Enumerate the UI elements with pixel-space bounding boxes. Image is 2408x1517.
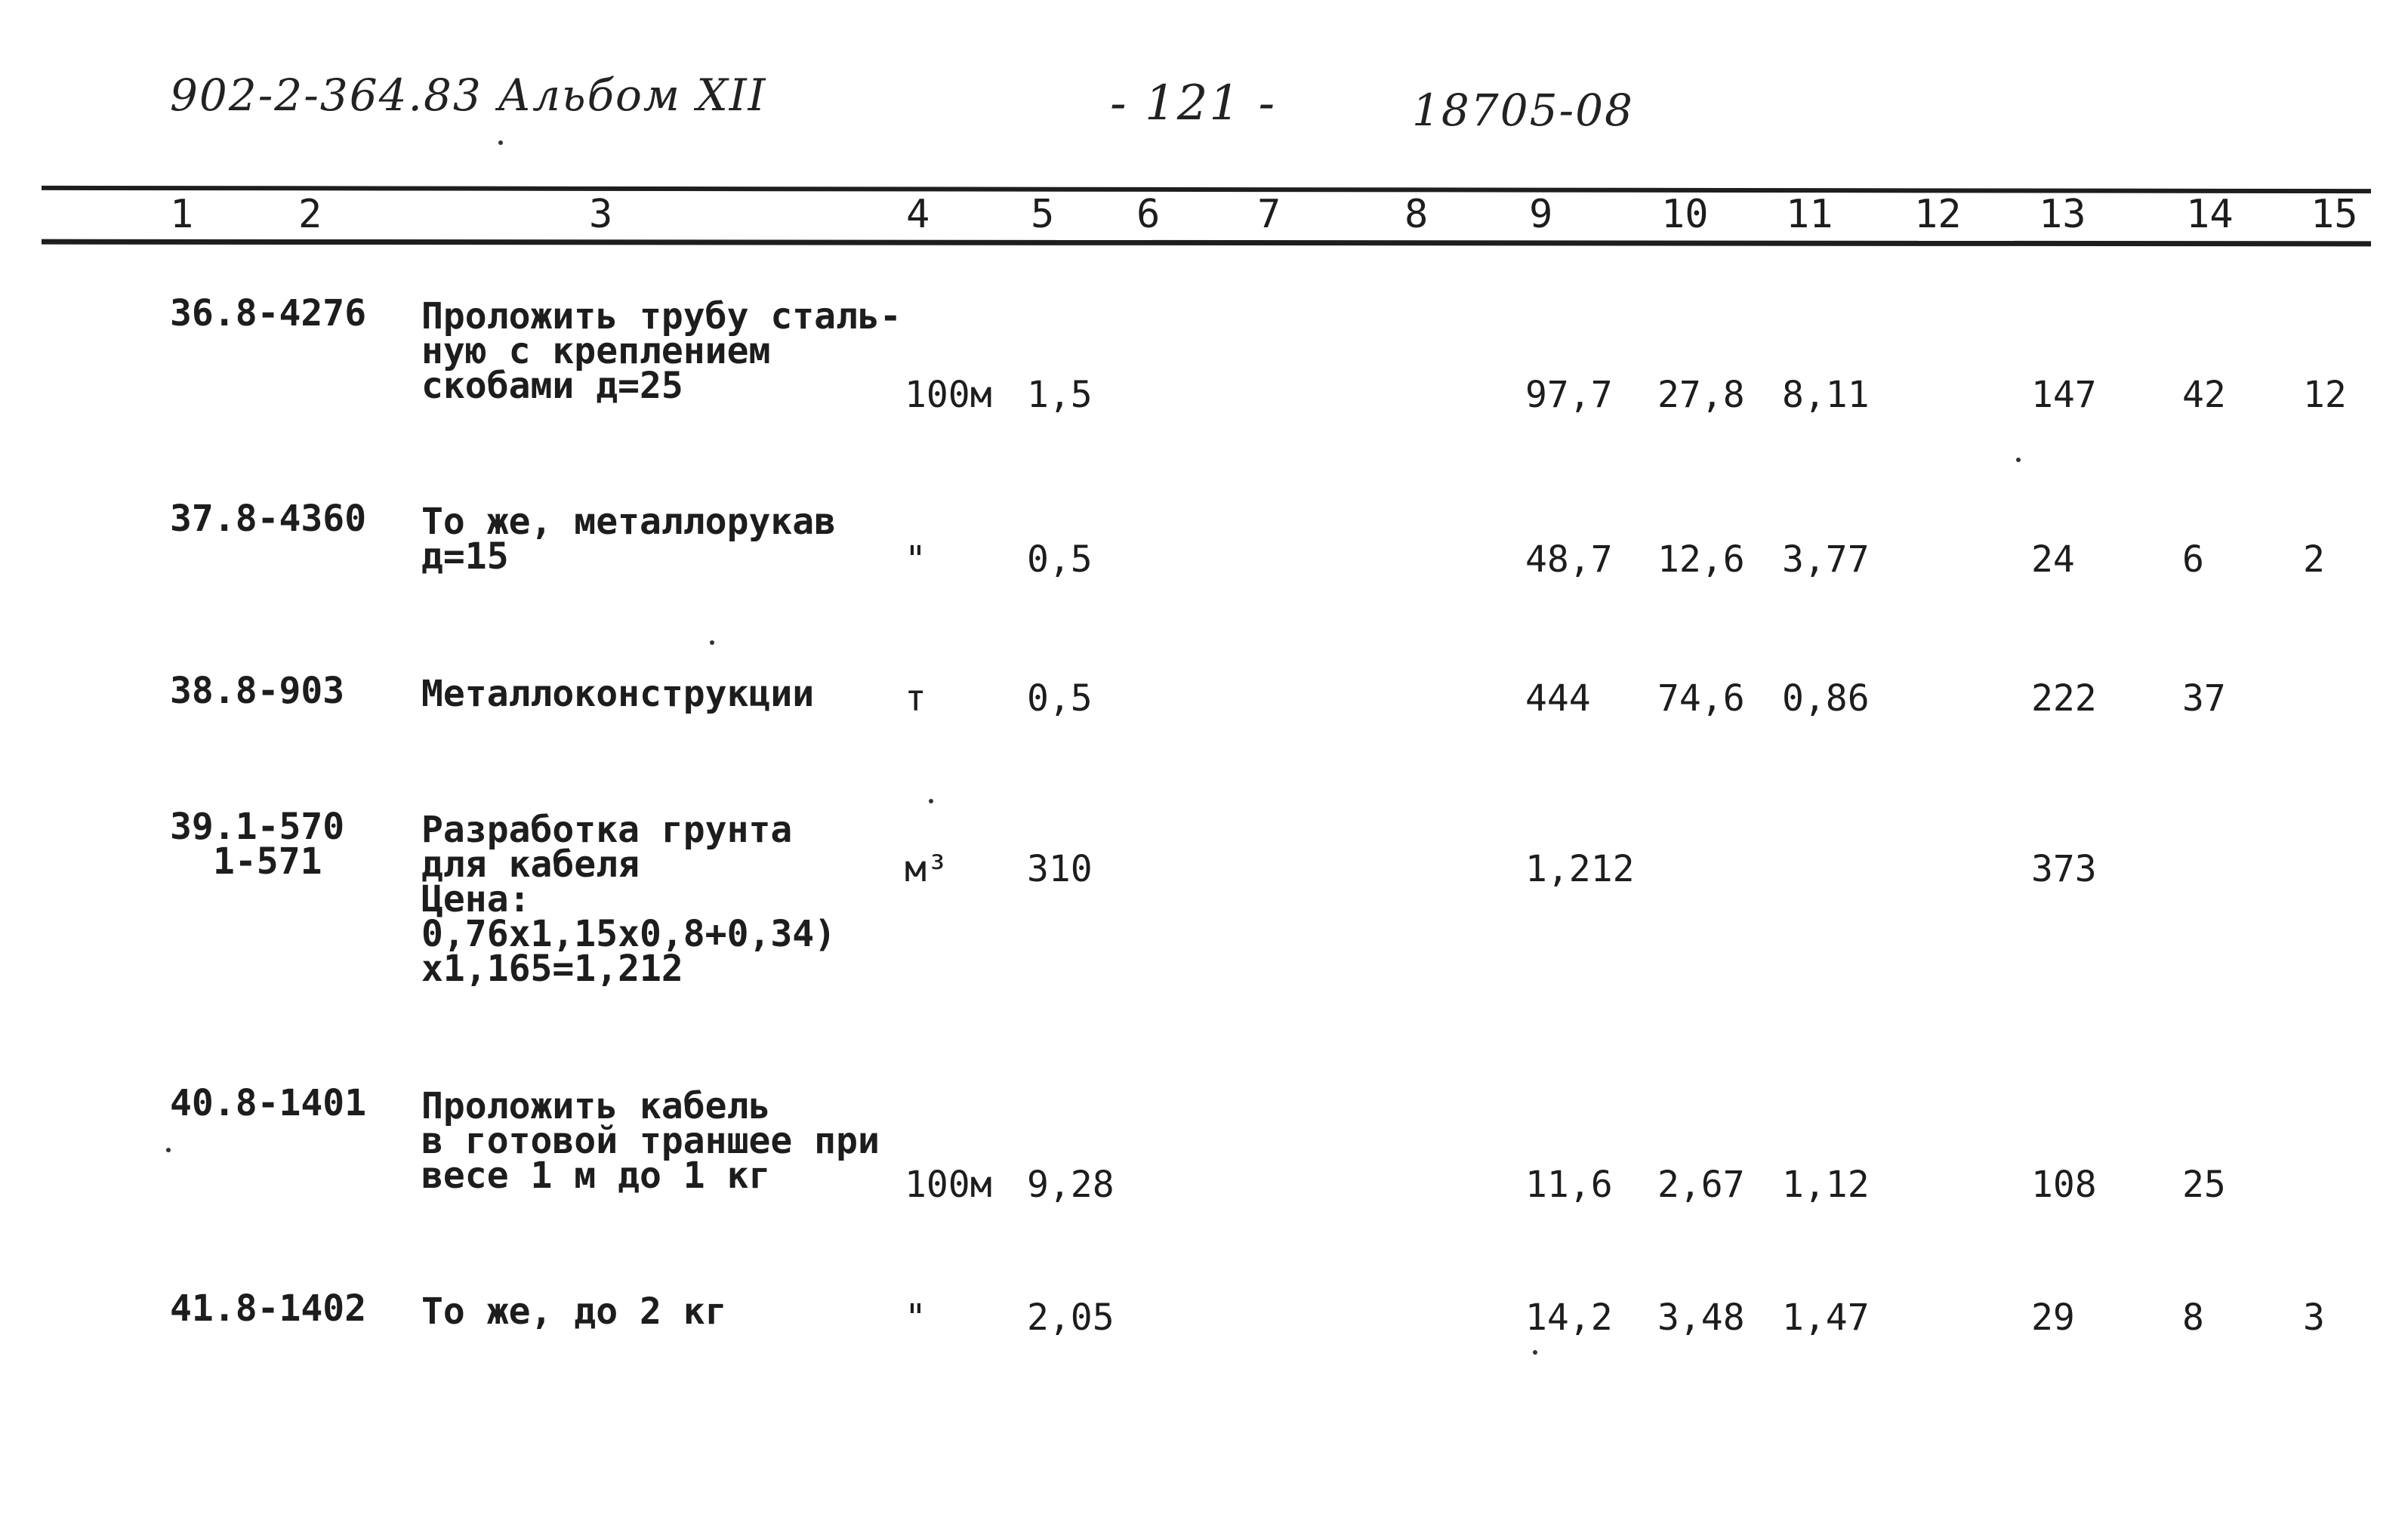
row-description-line: Проложить трубу сталь-: [421, 295, 902, 338]
row-code: 40.8-1401: [170, 1082, 367, 1124]
row-code: 37.8-4360: [170, 498, 367, 540]
row-col-13: 24: [2031, 538, 2075, 581]
row-col-10: 74,6: [1657, 677, 1745, 720]
column-number-10: 10: [1661, 192, 1709, 237]
row-description-line: Металлоконструкции: [421, 673, 815, 715]
row-col-14: 25: [2182, 1164, 2226, 1206]
row-col-9: 48,7: [1525, 538, 1613, 581]
row-col-14: 42: [2182, 374, 2226, 416]
row-description-line: То же, до 2 кг: [421, 1290, 727, 1333]
column-number-3: 3: [589, 192, 613, 237]
row-description-line: ную с креплением: [421, 330, 771, 372]
row-col-9: 1,212: [1525, 848, 1635, 890]
row-description-line: 0,76х1,15х0,8+0,34): [421, 913, 837, 955]
scan-speck: [2016, 458, 2021, 462]
album-reference: 902-2-364.83 Альбом XII: [170, 69, 767, 121]
header-top-rule: [42, 186, 2371, 193]
row-col-9: 444: [1525, 677, 1591, 720]
column-number-13: 13: [2039, 192, 2086, 237]
row-col-10: 27,8: [1657, 374, 1745, 416]
sheet-code: 18705-08: [1412, 85, 1634, 136]
column-number-1: 1: [170, 192, 194, 237]
row-col-14: 6: [2182, 538, 2204, 581]
row-unit: ": [905, 1297, 927, 1339]
row-col-11: 8,11: [1782, 374, 1870, 416]
row-unit: т: [905, 677, 927, 720]
row-code: 41.8-1402: [170, 1287, 367, 1330]
row-col-11: 0,86: [1782, 677, 1870, 720]
row-col-9: 14,2: [1525, 1297, 1613, 1339]
row-col-11: 1,12: [1782, 1164, 1870, 1206]
row-col-15: 12: [2303, 374, 2347, 416]
row-qty: 2,05: [1027, 1297, 1115, 1339]
scan-speck: [1533, 1350, 1537, 1355]
scan-speck: [929, 799, 933, 803]
row-qty: 0,5: [1027, 538, 1093, 581]
row-description-line: То же, металлорукав: [421, 501, 837, 543]
row-code-secondary: 1-571: [213, 840, 322, 883]
row-unit: 100м: [905, 374, 992, 416]
column-number-15: 15: [2311, 192, 2358, 237]
header-bottom-rule: [42, 239, 2371, 247]
column-number-5: 5: [1031, 192, 1055, 237]
column-number-6: 6: [1136, 192, 1161, 237]
row-col-13: 147: [2031, 374, 2097, 416]
row-col-10: 3,48: [1657, 1297, 1745, 1339]
row-col-13: 29: [2031, 1297, 2075, 1339]
column-number-12: 12: [1914, 192, 1962, 237]
row-unit: м³: [905, 848, 948, 890]
row-qty: 0,5: [1027, 677, 1093, 720]
row-col-11: 3,77: [1782, 538, 1870, 581]
scan-speck: [498, 140, 503, 145]
row-col-13: 373: [2031, 848, 2097, 890]
row-unit: ": [905, 538, 927, 581]
row-col-13: 108: [2031, 1164, 2097, 1206]
row-col-9: 11,6: [1525, 1164, 1613, 1206]
column-number-9: 9: [1529, 192, 1553, 237]
row-description-line: весе 1 м до 1 кг: [421, 1155, 771, 1197]
column-number-4: 4: [906, 192, 930, 237]
row-qty: 9,28: [1027, 1164, 1115, 1206]
row-description-line: Цена:: [421, 878, 531, 920]
row-qty: 1,5: [1027, 374, 1093, 416]
row-description-line: для кабеля: [421, 843, 640, 886]
row-description-line: д=15: [421, 535, 509, 578]
row-description-line: скобами д=25: [421, 365, 683, 407]
column-number-7: 7: [1257, 192, 1281, 237]
row-col-10: 12,6: [1657, 538, 1745, 581]
row-description-line: Проложить кабель: [421, 1085, 771, 1127]
row-col-15: 3: [2303, 1297, 2325, 1339]
scan-speck: [166, 1148, 171, 1152]
column-number-2: 2: [298, 192, 322, 237]
row-col-9: 97,7: [1525, 374, 1613, 416]
row-description-line: х1,165=1,212: [421, 948, 683, 990]
row-qty: 310: [1027, 848, 1093, 890]
row-col-14: 8: [2182, 1297, 2204, 1339]
row-code: 36.8-4276: [170, 292, 367, 335]
row-code: 38.8-903: [170, 670, 345, 712]
row-col-13: 222: [2031, 677, 2097, 720]
column-number-8: 8: [1404, 192, 1429, 237]
row-col-10: 2,67: [1657, 1164, 1745, 1206]
row-description-line: Разработка грунта: [421, 809, 793, 851]
row-col-14: 37: [2182, 677, 2226, 720]
row-code: 39.1-570: [170, 806, 345, 848]
page-number: - 121 -: [1110, 76, 1277, 131]
column-number-14: 14: [2186, 192, 2234, 237]
column-number-11: 11: [1786, 192, 1833, 237]
scan-speck: [710, 640, 714, 645]
row-unit: 100м: [905, 1164, 992, 1206]
row-col-15: 2: [2303, 538, 2325, 581]
row-col-11: 1,47: [1782, 1297, 1870, 1339]
row-description-line: в готовой траншее при: [421, 1120, 880, 1162]
